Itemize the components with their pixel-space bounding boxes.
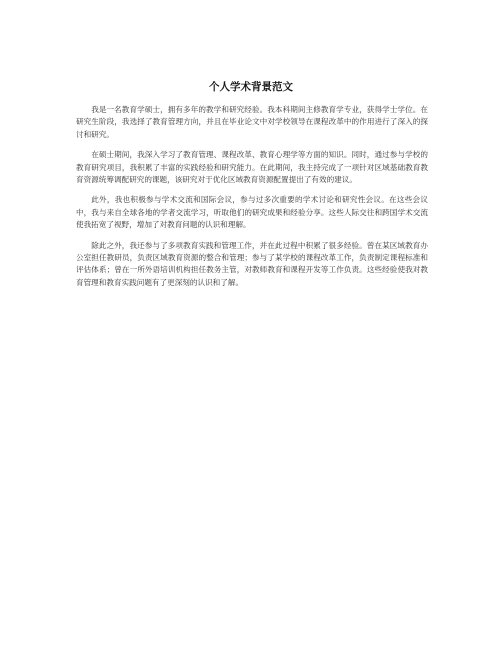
paragraph-4: 除此之外，我还参与了多项教育实践和管理工作，并在此过程中积累了很多经验。曾在某区域教育办公室担任教研员，负责区域教育资源的整合和管理；参与了某学校的课程改革工作，负责制定课程标准和评估体系；曾在一所外语培训机构担任教务主管，对教师教育和课程开发等工作负责。这些经验使我对教育管理和教育实践问题有了更深刻的认识和了解。 [76,240,428,287]
paragraph-2: 在硕士期间，我深入学习了教育管理、课程改革、教育心理学等方面的知识。同时，通过参与学校的教育研究项目，我积累了丰富的实践经验和研究能力。在此期间，我主持完成了一项针对区域基础教育教育资源统筹调配研究的课题，该研究对于优化区域教育资源配置提出了有效的建议。 [76,150,428,185]
document-title: 个人学术背景范文 [209,81,293,93]
document-body [76,104,428,297]
paragraph-1: 我是一名教育学硕士，拥有多年的教学和研究经验。我本科期间主修教育学专业，获得学士学位。在研究生阶段，我选择了教育管理方向，并且在毕业论文中对学校领导在课程改革中的作用进行了深入的探讨和研究。 [76,105,428,139]
paragraph-3: 此外，我也积极参与学术交流和国际会议，参与过多次重要的学术讨论和研究性会议。在这些会议中，我与来自全球各地的学者交流学习，听取他们的研究成果和经验分享。这些人际交往和跨国学术交流使我拓宽了视野，增加了对教育问题的认识和理解。 [76,195,428,230]
